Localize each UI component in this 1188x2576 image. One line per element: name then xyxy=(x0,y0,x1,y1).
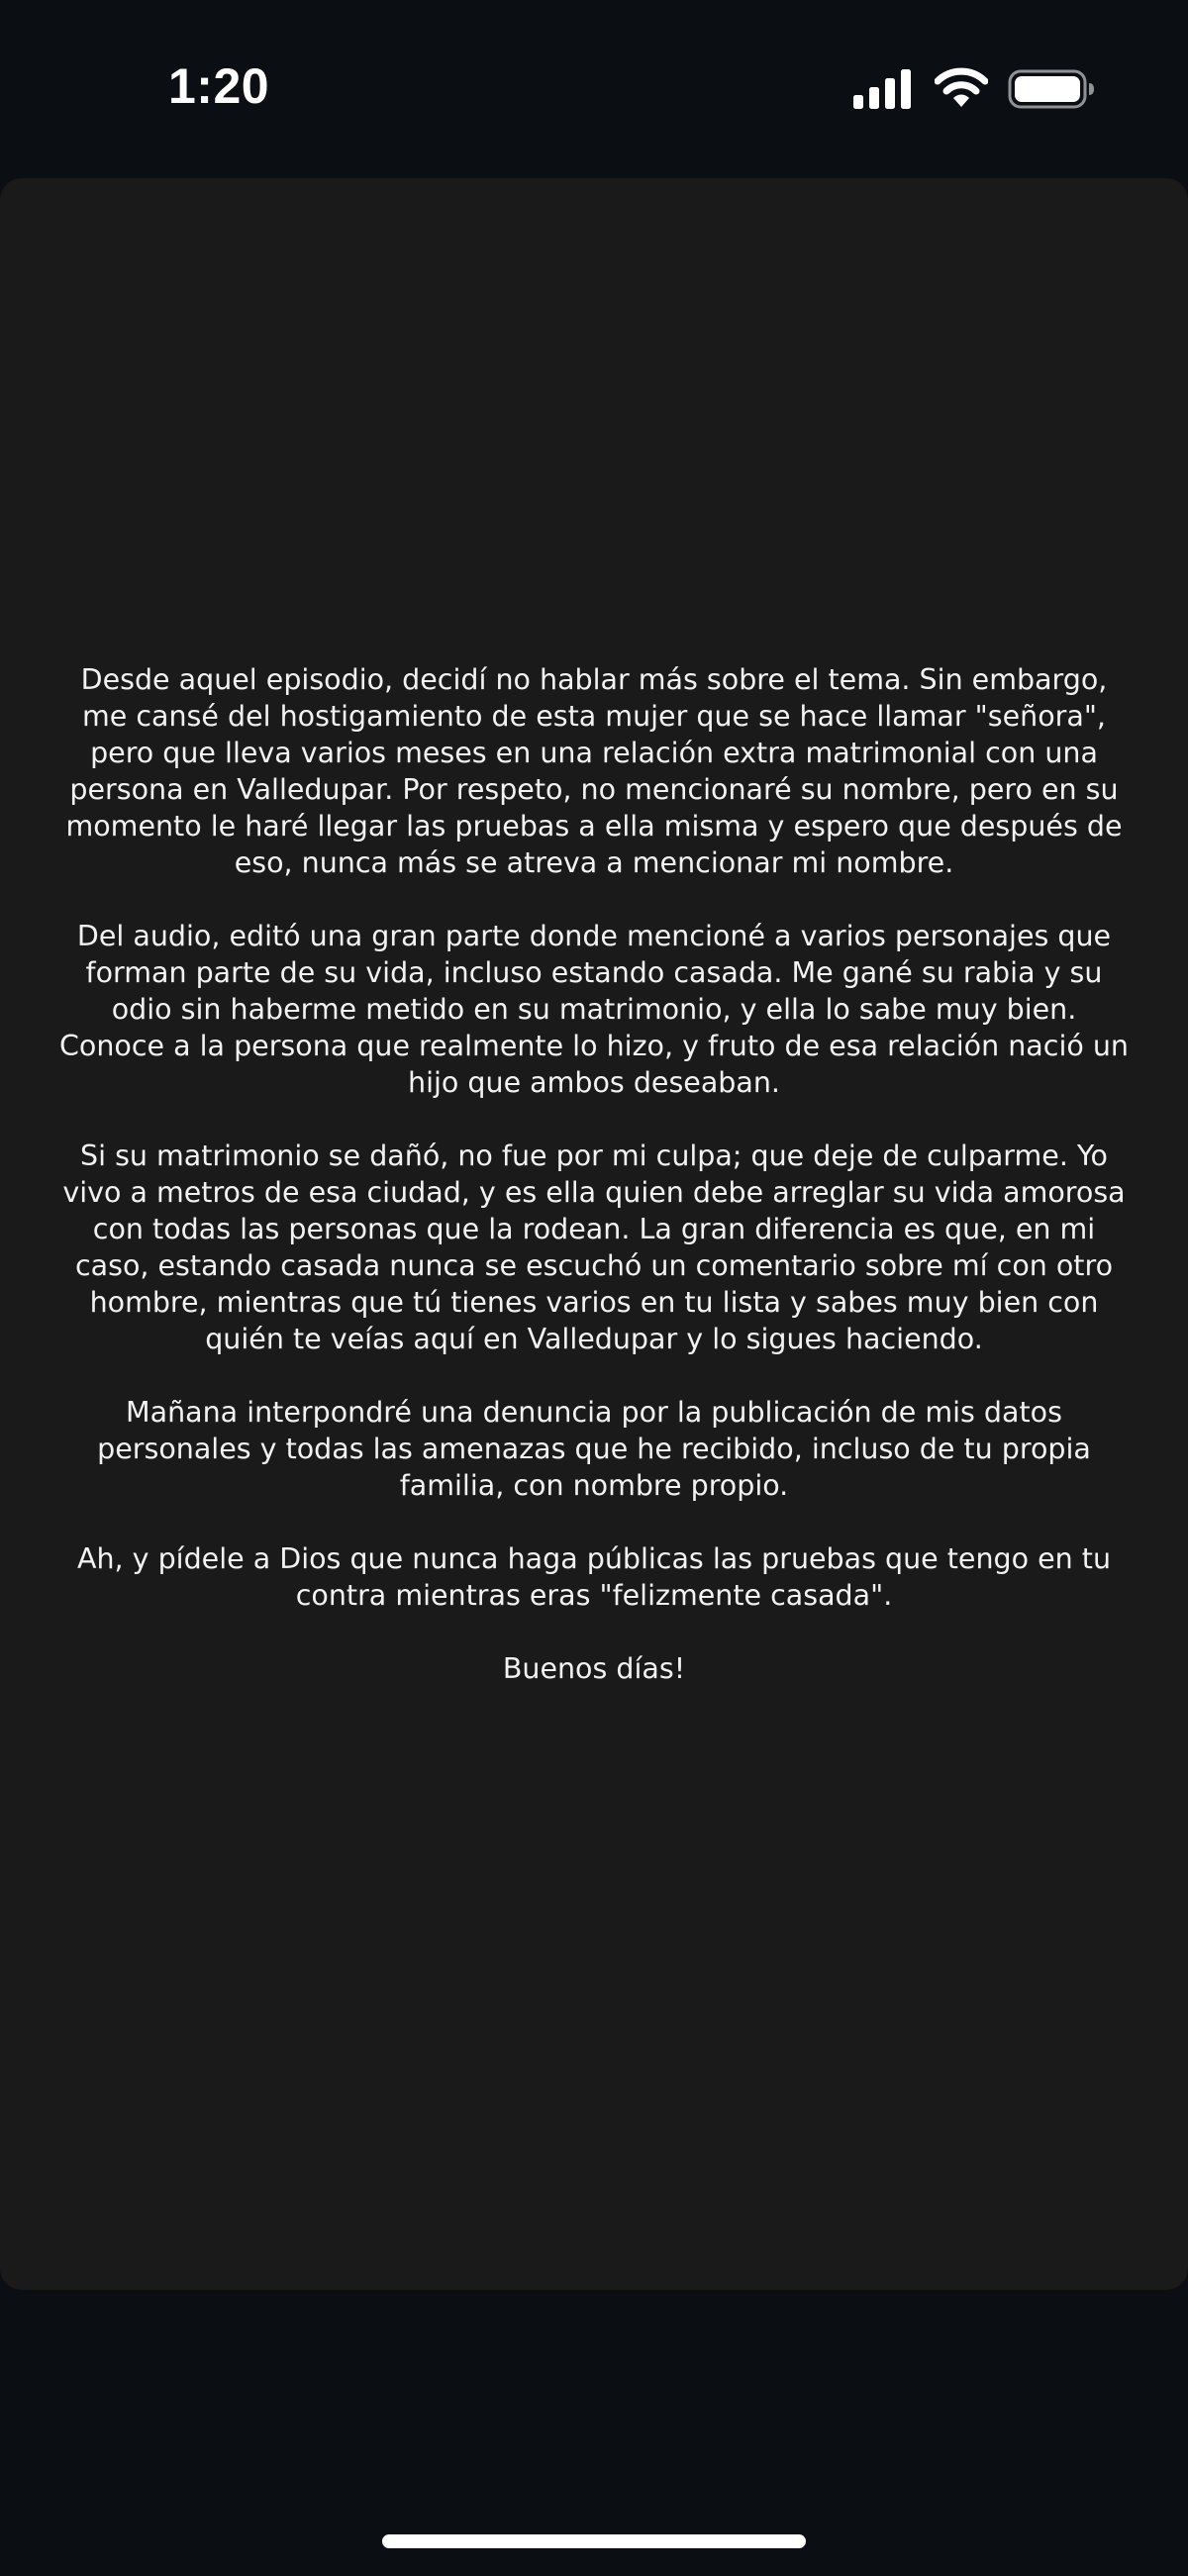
battery-icon xyxy=(1008,69,1097,109)
story-card[interactable] xyxy=(0,178,1188,2290)
story-paragraph-6: Buenos días! xyxy=(502,1652,686,1685)
story-paragraph-1: Desde aquel episodio, decidí no hablar más sobre el tema. Sin embargo, me cansé del hostigamiento de esta mujer que se hace llamar "señora", pero que lleva varios meses en una relación extra matrimonial con una persona en Valledupar. Por respeto, no mencionaré su nombre, pero en su momento le haré llegar las pruebas a ella misma y espero que después de eso, nunca más se atreva a mencionar mi nombre. xyxy=(65,663,1123,879)
cellular-signal-icon xyxy=(853,69,915,109)
wifi-icon xyxy=(935,67,988,109)
story-paragraph-4: Mañana interpondré una denuncia por la publicación de mis datos personales y todas las amenazas que he recibido, incluso de tu propia familia, con nombre propio. xyxy=(97,1396,1091,1502)
story-paragraph-2: Del audio, editó una gran parte donde mencioné a varios personajes que forman parte de su vida, incluso estando casada. Me gané su rabia y su odio sin haberme metido en su matrimonio, y ella lo sabe muy bien. Conoce a la persona que realmente lo hizo, y fruto de esa relación nació un hijo que ambos deseaban. xyxy=(59,920,1129,1099)
story-paragraph-3: Si su matrimonio se dañó, no fue por mi culpa; que deje de culparme. Yo vivo a metros de esa ciudad, y es ella quien debe arreglar su vida amorosa con todas las personas que la rodean. La gran diferencia es que, en mi caso, estando casada nunca se escuchó un comentario sobre mí con otro hombre, mientras que tú tienes varios en tu lista y sabes muy bien con quién te veías aquí en Valledupar y lo sigues haciendo. xyxy=(62,1139,1126,1355)
status-bar xyxy=(0,0,1188,168)
status-icons xyxy=(849,67,1097,109)
status-time: 1:20 xyxy=(168,58,270,114)
story-paragraph-5: Ah, y pídele a Dios que nunca haga públicas las pruebas que tengo en tu contra mientras eras "felizmente casada". xyxy=(76,1542,1112,1612)
home-indicator[interactable] xyxy=(382,2534,806,2548)
story-text xyxy=(59,661,1129,1687)
